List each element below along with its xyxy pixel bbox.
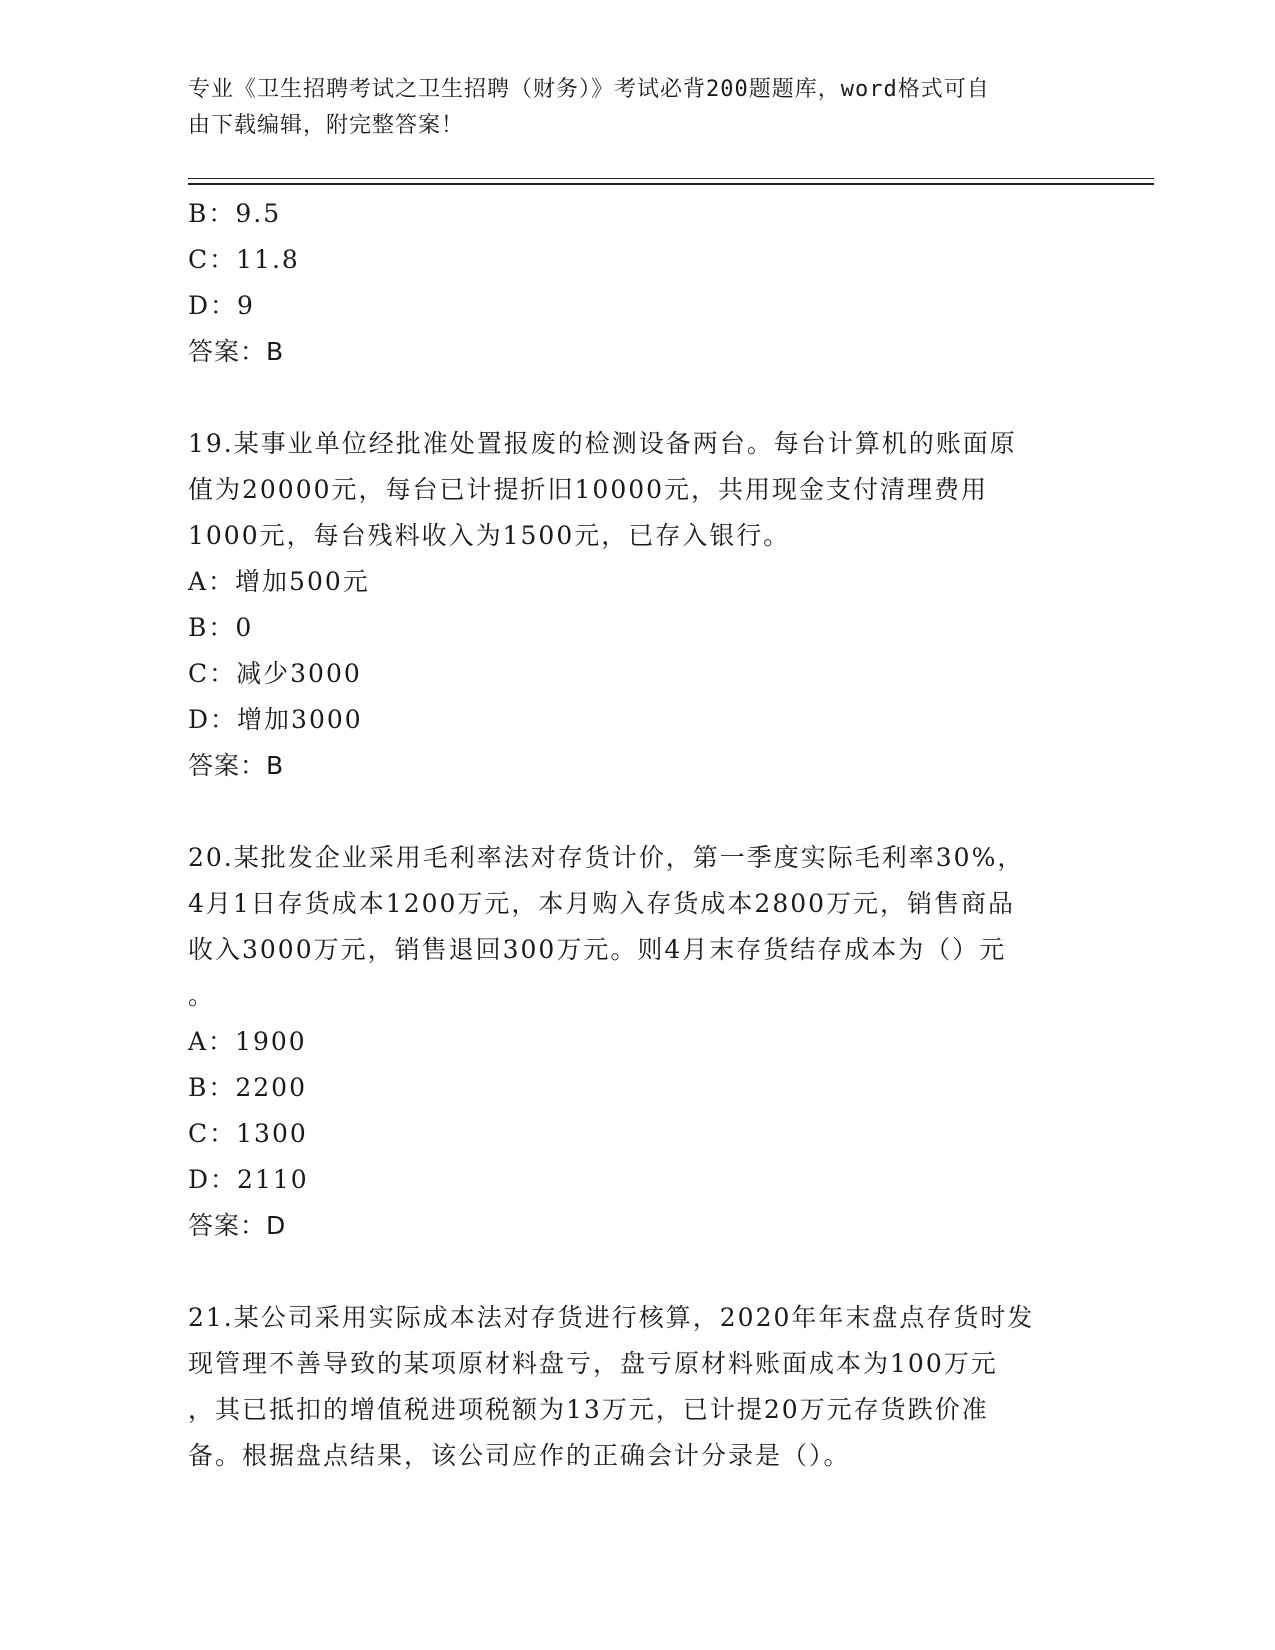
question-21 <box>188 1295 1088 1479</box>
question-text-line: 备。根据盘点结果，该公司应作的正确会计分录是（）。 <box>188 1441 851 1470</box>
question-text-line: 。 <box>188 981 216 1010</box>
question-18-tail <box>188 191 1088 375</box>
answer: 答案：B <box>188 751 285 780</box>
answer: 答案：B <box>188 337 285 366</box>
question-text-line: 1000元，每台残料收入为1500元，已存入银行。 <box>188 521 791 550</box>
option-b: B：0 <box>188 613 254 642</box>
page-header <box>188 72 1068 144</box>
document-body <box>188 191 1088 1479</box>
header-line-2: 由下载编辑，附完整答案！ <box>188 113 465 138</box>
question-20 <box>188 835 1088 1249</box>
option-a: A：增加500元 <box>188 567 370 596</box>
header-divider-thin <box>188 178 1154 179</box>
option-a: A：1900 <box>188 1027 307 1056</box>
question-text-line: 4月1日存货成本1200万元，本月购入存货成本2800万元，销售商品 <box>188 889 1016 918</box>
question-text-line: 20.某批发企业采用毛利率法对存货计价，第一季度实际毛利率30%， <box>188 843 1025 872</box>
answer: 答案：D <box>188 1211 287 1240</box>
option-d: D：增加3000 <box>188 705 363 734</box>
question-text-line: 收入3000万元，销售退回300万元。则4月末存货结存成本为（）元 <box>188 935 1007 964</box>
question-19 <box>188 421 1088 789</box>
question-text-line: 21.某公司采用实际成本法对存货进行核算，2020年年末盘点存货时发 <box>188 1303 1035 1332</box>
header-line-1: 专业《卫生招聘考试之卫生招聘（财务）》考试必背200题题库，word格式可自 <box>188 77 990 102</box>
option-d: D：2110 <box>188 1165 309 1194</box>
option-b: B：9.5 <box>188 199 282 228</box>
question-text-line: ，其已抵扣的增值税进项税额为13万元，已计提20万元存货跌价准 <box>188 1395 989 1424</box>
option-c: C：减少3000 <box>188 659 362 688</box>
question-text-line: 值为20000元，每台已计提折旧10000元，共用现金支付清理费用 <box>188 475 989 504</box>
option-c: C：11.8 <box>188 245 300 274</box>
option-b: B：2200 <box>188 1073 307 1102</box>
header-divider-thick <box>188 183 1154 185</box>
option-d: D：9 <box>188 291 255 320</box>
question-text-line: 现管理不善导致的某项原材料盘亏，盘亏原材料账面成本为100万元 <box>188 1349 998 1378</box>
question-text-line: 19.某事业单位经批准处置报废的检测设备两台。每台计算机的账面原 <box>188 429 1017 458</box>
option-c: C：1300 <box>188 1119 308 1148</box>
